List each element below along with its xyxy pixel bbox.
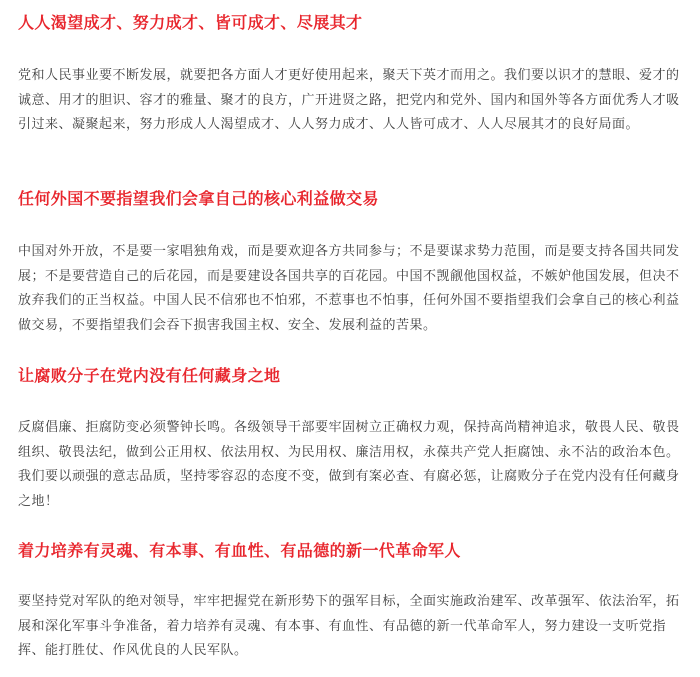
section-heading-talent: 人人渴望成才、努力成才、皆可成才、尽展其才 [18,13,363,32]
section-heading-anti-corruption: 让腐败分子在党内没有任何藏身之地 [18,366,281,385]
section-body-anti-corruption: 反腐倡廉、拒腐防变必须警钟长鸣。各级领导干部要牢固树立正确权力观，保持高尚精神追求，敬畏人民、敬畏组织、敬畏法纪，做到公正用权、依法用权、为民用权、廉洁用权，永葆共产党人拒腐蚀、永不沾的政治本色。我们要以顽强的意志品质，坚持零容忍的态度不变，做到有案必查、有腐必惩，让腐败分子在党内没有任何藏身之地！ [18,420,680,509]
section-heading-core-interests: 任何外国不要指望我们会拿自己的核心利益做交易 [18,189,379,208]
section-heading-military: 着力培养有灵魂、有本事、有血性、有品德的新一代革命军人 [18,541,461,560]
section-body-talent: 党和人民事业要不断发展，就要把各方面人才更好使用起来，聚天下英才而用之。我们要以识才的慧眼、爱才的诚意、用才的胆识、容才的雅量、聚才的良方，广开进贤之路，把党内和党外、国内和国外等各方面优秀人才吸引过来、凝聚起来，努力形成人人渴望成才、人人努力成才、人人皆可成才、人人尽展其才的良好局面。 [18,68,680,132]
section-body-military: 要坚持党对军队的绝对领导，牢牢把握党在新形势下的强军目标，全面实施政治建军、改革强军、依法治军，拓展和深化军事斗争准备，着力培养有灵魂、有本事、有血性、有品德的新一代革命军人，努力建设一支听党指挥、能打胜仗、作风优良的人民军队。 [18,594,680,658]
section-body-core-interests: 中国对外开放，不是要一家唱独角戏，而是要欢迎各方共同参与；不是要谋求势力范围，而是要支持各国共同发展；不是要营造自己的后花园，而是要建设各国共享的百花园。中国不觊觎他国权益，不嫉妒他国发展，但决不放弃我们的正当权益。中国人民不信邪也不怕邪，不惹事也不怕事，任何外国不要指望我们会拿自己的核心利益做交易，不要指望我们会吞下损害我国主权、安全、发展利益的苦果。 [18,244,680,333]
